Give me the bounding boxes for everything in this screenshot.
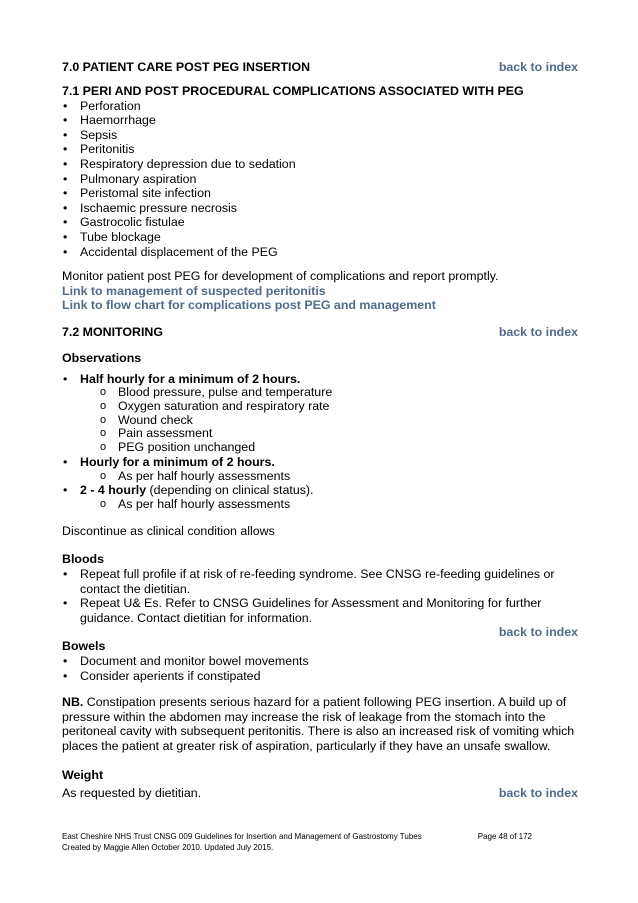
nb-paragraph <box>62 695 578 753</box>
observations-list <box>62 372 578 512</box>
list-item: • Peristomal site infection <box>62 186 578 201</box>
weight-heading: Weight <box>62 767 104 782</box>
two-four-hourly-note: (depending on clinical status). <box>146 483 314 498</box>
section-7-2-header <box>62 325 578 339</box>
sub-list-item: o PEG position unchanged <box>100 441 578 455</box>
hourly-label: Hourly for a minimum of 2 hours. <box>80 455 275 470</box>
list-item: • Consider aperients if constipated <box>62 669 578 684</box>
nb-label: NB. <box>62 695 84 710</box>
list-item: • Repeat U& Es. Refer to CNSG Guidelines for Assessment and Monitoring for further guidance. Contact dietitian for information. <box>62 596 578 625</box>
bowels-heading: Bowels <box>62 639 106 654</box>
flow-chart-link[interactable]: Link to flow chart for complications post PEG and management <box>62 298 436 313</box>
discontinue-text: Discontinue as clinical condition allows <box>62 523 275 538</box>
monitor-text: Monitor patient post PEG for development of complications and report promptly. <box>62 269 499 284</box>
footer-line2: Created by Maggie Allen October 2010. Updated July 2015. <box>62 843 274 852</box>
list-item <box>62 483 578 511</box>
sub-list-item: o As per half hourly assessments <box>100 498 578 512</box>
bloods-list <box>62 567 578 625</box>
footer-line1: East Cheshire NHS Trust CNSG 009 Guidelines for Insertion and Management of Gastrostomy Tubes <box>62 832 422 841</box>
back-to-index-link[interactable]: back to index <box>498 625 578 640</box>
list-item: • Pulmonary aspiration <box>62 172 578 187</box>
sub-list-item: o As per half hourly assessments <box>100 470 578 484</box>
list-item: • Respiratory depression due to sedation <box>62 157 578 172</box>
peritonitis-link[interactable]: Link to management of suspected peritonitis <box>62 283 326 298</box>
back-to-index-link[interactable]: back to index <box>498 60 578 74</box>
list-item: • Sepsis <box>62 128 578 143</box>
observations-heading: Observations <box>62 350 142 365</box>
section-7-0-title: 7.0 PATIENT CARE POST PEG INSERTION <box>62 60 311 74</box>
half-hourly-sublist <box>100 386 578 455</box>
page-number: Page 48 of 172 <box>477 832 532 841</box>
hourly-sublist <box>100 470 578 484</box>
footer-row <box>62 831 578 842</box>
section-7-2-title: 7.2 MONITORING <box>62 324 163 339</box>
weight-text: As requested by dietitian. <box>62 786 202 801</box>
list-item: • Haemorrhage <box>62 113 578 128</box>
back-to-index-link[interactable]: back to index <box>498 786 578 801</box>
two-four-hourly-sublist <box>100 498 578 512</box>
sub-list-item: o Blood pressure, pulse and temperature <box>100 386 578 400</box>
section-7-1-title: 7.1 PERI AND POST PROCEDURAL COMPLICATIONS ASSOCIATED WITH PEG <box>62 84 524 98</box>
nb-text: Constipation presents serious hazard for a patient following PEG insertion. A build up of pressure within the abdomen may increase the risk of leakage from the stomach into the peritoneal cavity with subsequent peritonitis. There is also an increased risk of vomiting which places the patient at greater risk of aspiration, particularly if they have an unsafe swallow. <box>62 695 575 753</box>
list-item: • Ischaemic pressure necrosis <box>62 201 578 216</box>
list-item: • Repeat full profile if at risk of re-feeding syndrome. See CNSG re-feeding guidelines or contact the dietitian. <box>62 567 578 596</box>
document-page <box>62 60 578 800</box>
list-item: • Accidental displacement of the PEG <box>62 245 578 260</box>
sub-list-item: o Wound check <box>100 414 578 428</box>
two-four-hourly-label: 2 - 4 hourly <box>80 483 147 498</box>
back-to-index-link[interactable]: back to index <box>498 324 578 339</box>
list-item: • Gastrocolic fistulae <box>62 215 578 230</box>
sub-list-item: o Oxygen saturation and respiratory rate <box>100 400 578 414</box>
bloods-heading: Bloods <box>62 552 104 567</box>
list-item <box>62 455 578 483</box>
section-7-0-header <box>62 60 578 74</box>
half-hourly-label: Half hourly for a minimum of 2 hours. <box>80 371 301 386</box>
weight-row <box>62 786 578 800</box>
list-item: • Document and monitor bowel movements <box>62 654 578 669</box>
bowels-list <box>62 654 578 683</box>
page-footer <box>62 831 578 853</box>
complications-list <box>62 99 578 260</box>
list-item: • Tube blockage <box>62 230 578 245</box>
list-item: • Peritonitis <box>62 142 578 157</box>
sub-list-item: o Pain assessment <box>100 427 578 441</box>
bloods-back-row <box>62 625 578 639</box>
list-item <box>62 372 578 456</box>
list-item: • Perforation <box>62 99 578 114</box>
